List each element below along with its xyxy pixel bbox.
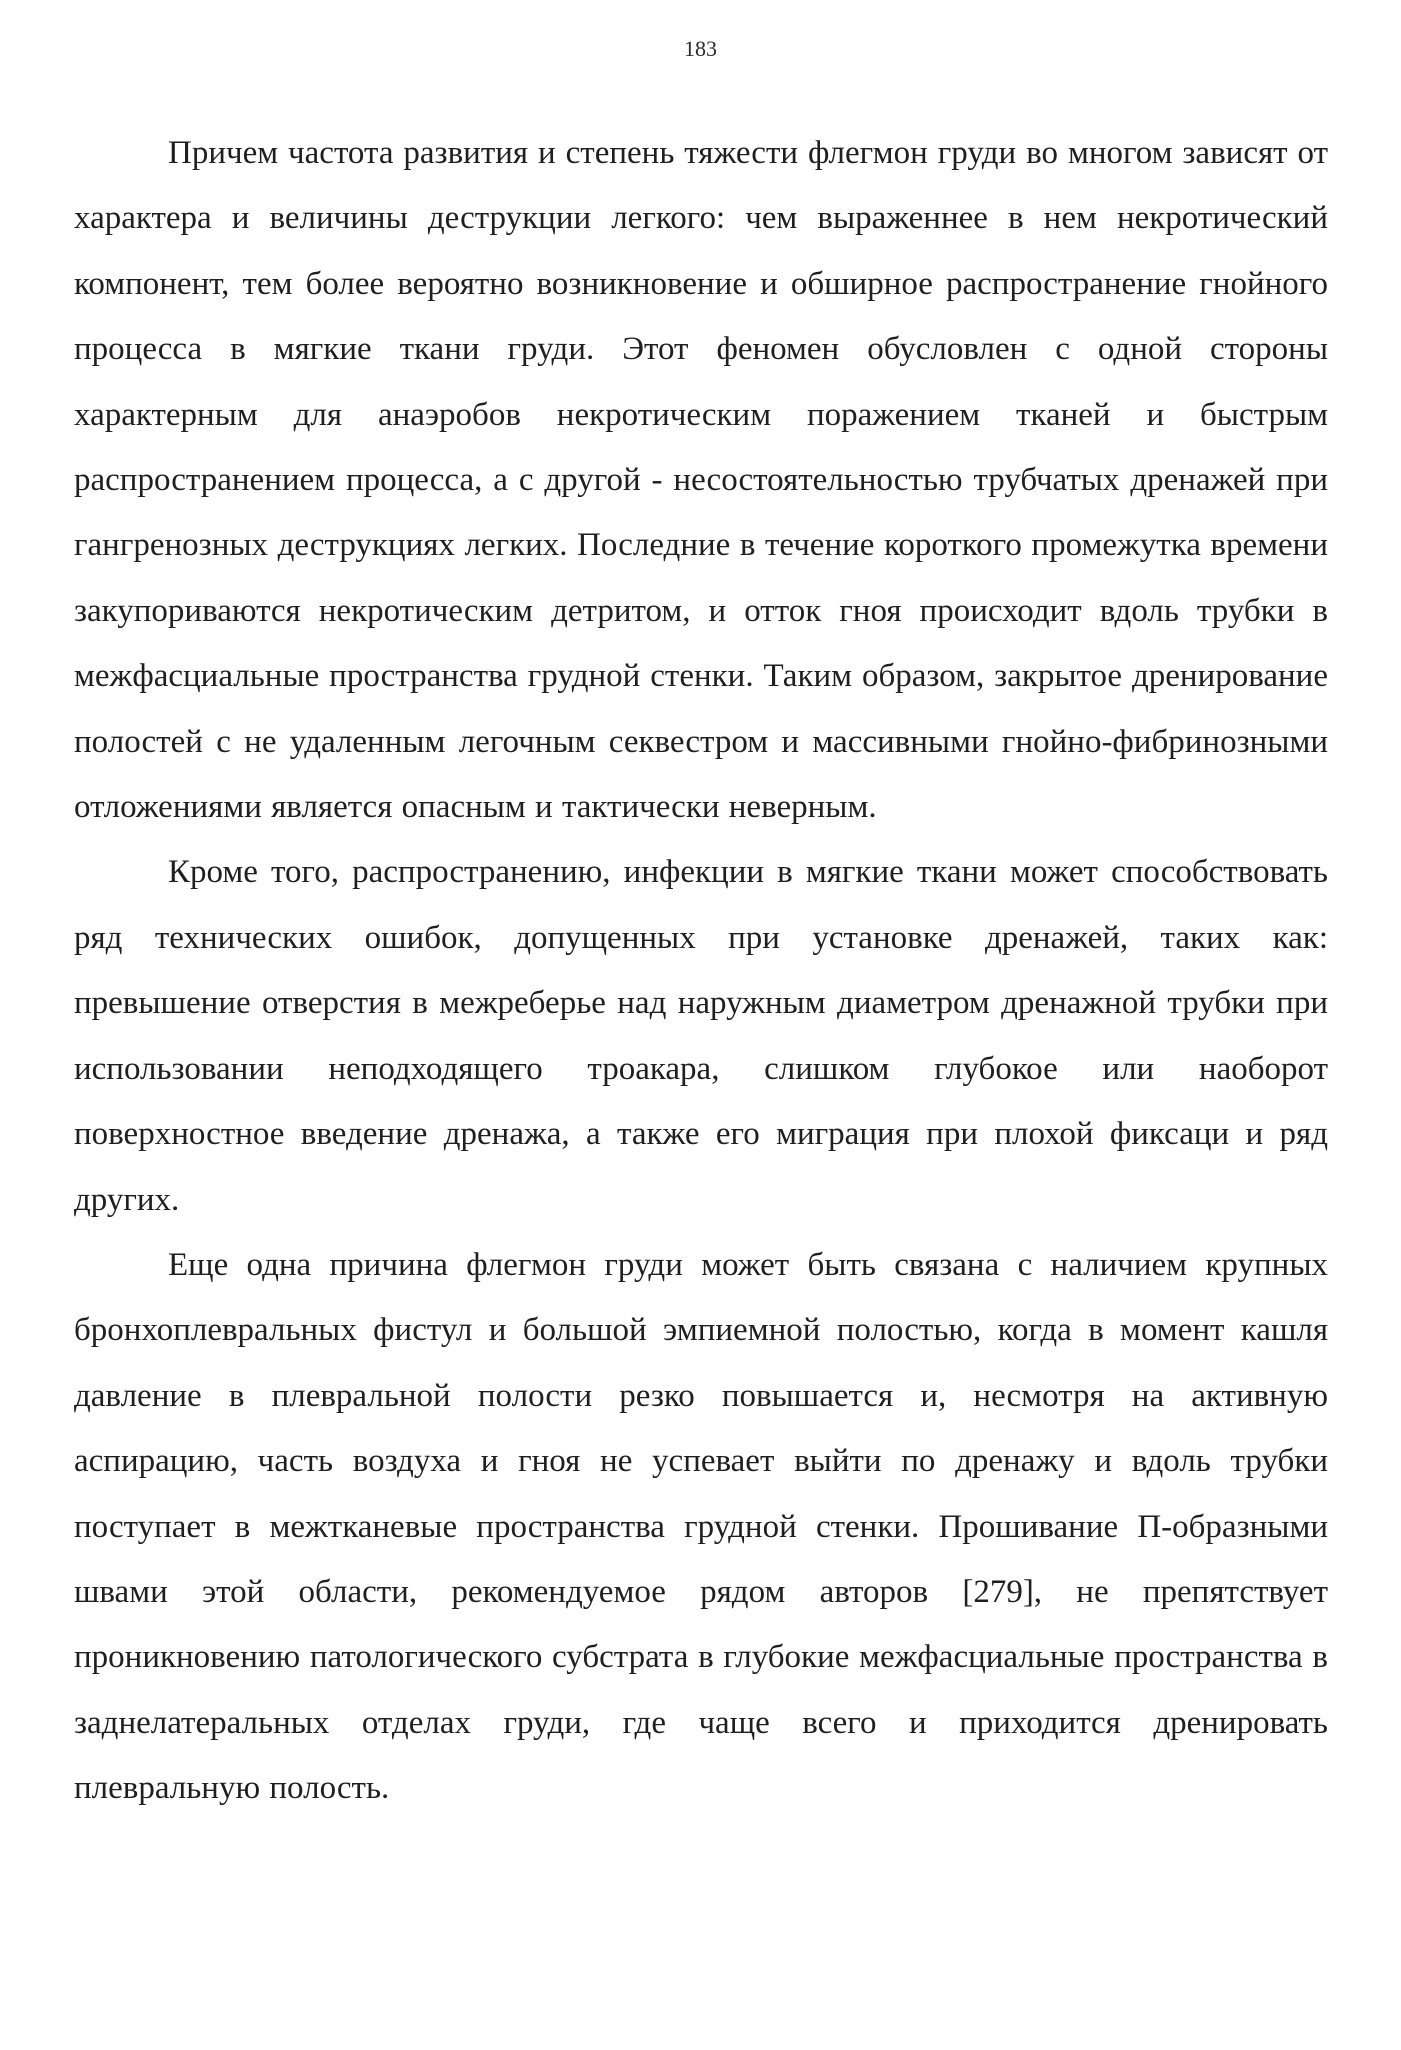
page-number: 183: [684, 36, 717, 61]
paragraph-2: Кроме того, распространению, инфекции в мягкие ткани может способствовать ряд технических ошибок, допущенных при установке дренажей, таких как: превышение отверстия в межреберье над наружным диаметром дренажной трубки при использовании неподходящего троакара, слишком глубокое или наоборот поверхностное введение дренажа, а также его миграция при плохой фиксаци и ряд других.: [74, 854, 1328, 1218]
paragraph-3: Еще одна причина флегмон груди может быть связана с наличием крупных бронхоплевральных фистул и большой эмпиемной полостью, когда в момент кашля давление в плевральной полости резко повышается и, несмотря на активную аспирацию, часть воздуха и гноя не успевает выйти по дренажу и вдоль трубки поступает в межтканевые пространства грудной стенки. Прошивание П-образными швами этой области, рекомендуемое рядом авторов [279], не препятствует проникновению патологического субстрата в глубокие межфасциальные пространства в заднелатеральных отделах груди, где чаще всего и приходится дренировать плевральную полость.: [74, 1246, 1328, 1807]
paragraph-1: Причем частота развития и степень тяжести флегмон груди во многом зависят от характера и величины деструкции легкого: чем выраженнее в нем некротический компонент, тем более вероятно возникновение и обширное распространение гнойного процесса в мягкие ткани груди. Этот феномен обусловлен с одной стороны характерным для анаэробов некротическим поражением тканей и быстрым распространением процесса, а с другой - несостоятельностью трубчатых дренажей при гангренозных деструкциях легких. Последние в течение короткого промежутка времени закупориваются некротическим детритом, и отток гноя происходит вдоль трубки в межфасциальные пространства грудной стенки. Таким образом, закрытое дренирование полостей с не удаленным легочным секвестром и массивными гнойно-фибринозными отложениями является опасным и тактически неверным.: [74, 135, 1328, 826]
body-text: [74, 121, 1328, 1822]
